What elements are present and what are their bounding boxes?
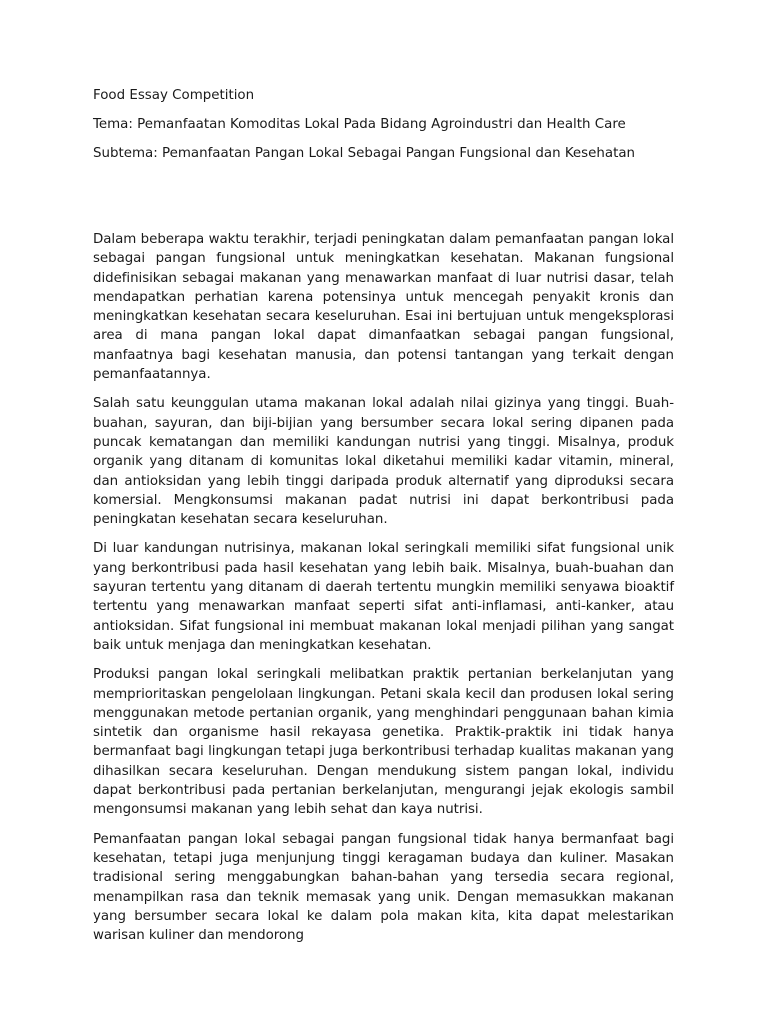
document-theme: Tema: Pemanfaatan Komoditas Lokal Pada Bidang Agroindustri dan Health Care <box>93 117 626 132</box>
paragraph-3: Di luar kandungan nutrisinya, makanan lokal seringkali memiliki sifat fungsional unik yang berkontribusi pada hasil kesehatan yang lebih baik. Misalnya, buah-buahan dan sayuran tertentu yang ditanam di daerah tertentu mungkin memiliki senyawa bioaktif tertentu yang menawarkan manfaat seperti sifat anti-inflamasi, anti-kanker, atau antioksidan. Sifat fungsional ini membuat makanan lokal menjadi pilihan yang sangat baik untuk menjaga dan meningkatkan kesehatan. <box>93 541 674 653</box>
paragraph-5: Pemanfaatan pangan lokal sebagai pangan fungsional tidak hanya bermanfaat bagi kesehatan, tetapi juga menjunjung tinggi keragaman budaya dan kuliner. Masakan tradisional sering menggabungkan bahan-bahan yang tersedia secara regional, menampilkan rasa dan teknik memasak yang unik. Dengan memasukkan makanan yang bersumber secara lokal ke dalam pola makan kita, kita dapat melestarikan warisan kuliner dan mendorong <box>93 831 674 944</box>
paragraph-4: Produksi pangan lokal seringkali melibatkan praktik pertanian berkelanjutan yang memprioritaskan pengelolaan lingkungan. Petani skala kecil dan produsen lokal sering menggunakan metode pertanian organik, yang menghindari penggunaan bahan kimia sintetik dan organisme hasil rekayasa genetika. Praktik-praktik ini tidak hanya bermanfaat bagi lingkungan tetapi juga berkontribusi terhadap kualitas makanan yang dihasilkan secara keseluruhan. Dengan mendukung sistem pangan lokal, individu dapat berkontribusi pada pertanian berkelanjutan, mengurangi jejak ekologis sambil mengonsumsi makanan yang lebih sehat dan kaya nutrisi. <box>93 667 674 818</box>
header-spacer <box>93 173 674 230</box>
paragraph-2: Salah satu keunggulan utama makanan lokal adalah nilai gizinya yang tinggi. Buah-buahan, sayuran, dan biji-bijian yang bersumber secara lokal sering dipanen pada puncak kematangan dan memiliki kandungan nutrisi yang tinggi. Misalnya, produk organik yang ditanam di komunitas lokal diketahui memiliki kadar vitamin, mineral, dan antioksidan yang lebih tinggi daripada produk alternatif yang diproduksi secara komersial. Mengkonsumsi makanan padat nutrisi ini dapat berkontribusi pada peningkatan kesehatan secara keseluruhan. <box>93 396 674 528</box>
document-title: Food Essay Competition <box>93 88 255 103</box>
paragraph-1: Dalam beberapa waktu terakhir, terjadi peningkatan dalam pemanfaatan pangan lokal sebagai pangan fungsional untuk meningkatkan kesehatan. Makanan fungsional didefinisikan sebagai makanan yang menawarkan manfaat di luar nutrisi dasar, telah mendapatkan perhatian karena potensinya untuk mencegah penyakit kronis dan meningkatkan kesehatan secara keseluruhan. Esai ini bertujuan untuk mengeksplorasi area di mana pangan lokal dapat dimanfaatkan sebagai pangan fungsional, manfaatnya bagi kesehatan manusia, dan potensi tantangan yang terkait dengan pemanfaatannya. <box>93 232 674 383</box>
document-subtheme: Subtema: Pemanfaatan Pangan Lokal Sebagai Pangan Fungsional dan Kesehatan <box>93 146 636 161</box>
document-page <box>93 86 674 955</box>
